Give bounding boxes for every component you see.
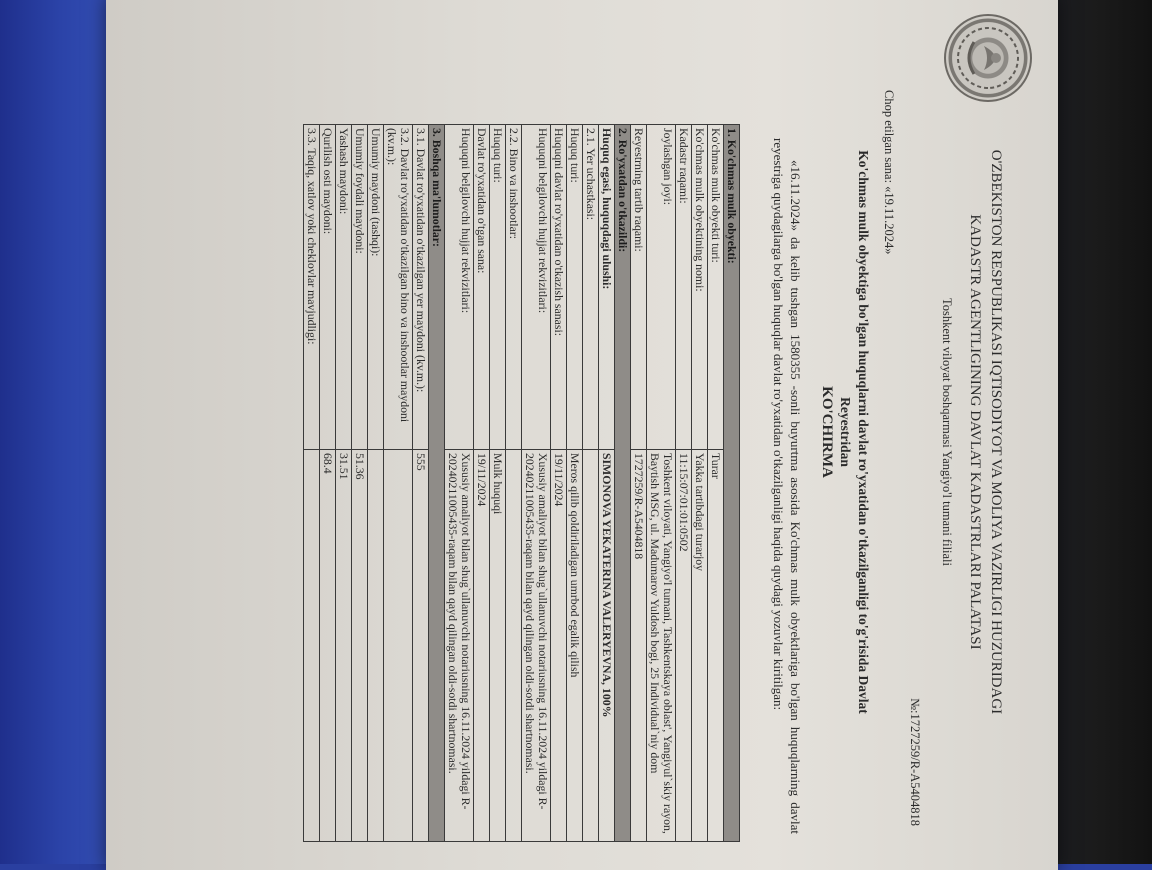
table-row <box>599 125 615 842</box>
field-label: Reyestrning tartib raqami: <box>631 125 647 450</box>
table-row <box>522 125 551 842</box>
header-line-1: O'ZBEKISTON RESPUBLIKASI IQTISODIYOT VA MOLIYA VAZIRLIGI HUZURIDAGI <box>988 149 1004 715</box>
field-label: Kadastr raqami: <box>676 125 692 450</box>
field-value <box>368 450 384 842</box>
title-line-3: KO'CHIRMA <box>819 386 835 478</box>
field-label: Qurilish osti maydoni: <box>320 125 336 450</box>
document-number: №:1727259/R-A5404818 <box>908 698 922 826</box>
section-row-2 <box>615 125 631 842</box>
table-row <box>551 125 567 842</box>
field-value <box>384 450 413 842</box>
field-value: Toshkent viloyati, Yangiyo'l tumani, Tashkentskaya oblast', Yangiyul`skiy rayon, Baytish MSG, ul. Madumarov Yuldosh bogi, 25 Individual`niy dom <box>647 450 676 842</box>
title-line-1: Ko'chmas mulk obyektiga bo'lgan huquqlarni davlat ro'yxatidan o'tkazilganligi to'g'risida Davlat <box>856 150 871 714</box>
section-title: 1. Ko'chmas mulk obyekti: <box>724 125 740 842</box>
field-label: Joylashgan joyi: <box>647 125 676 450</box>
field-label: Huquq egasi, huquqdagi ulushi: <box>599 125 615 450</box>
table-row <box>384 125 413 842</box>
field-value: 51.36 <box>352 450 368 842</box>
title-line-2: Reyestridan <box>838 397 853 467</box>
table-row <box>368 125 384 842</box>
field-label: 2.1. Yer uchastkasi: <box>583 125 599 450</box>
agency-header <box>964 20 1006 844</box>
table-row <box>336 125 352 842</box>
branch-name: Toshkent viloyat boshqarmasi Yangiyo'l tumani filiali <box>940 297 954 567</box>
field-value: 1727259/R-A5404818 <box>631 450 647 842</box>
table-row <box>490 125 506 842</box>
field-value <box>583 450 599 842</box>
field-label: Huquqni belgilovchi hujjat rekvizitlari: <box>445 125 474 450</box>
table-row <box>320 125 336 842</box>
table-row <box>474 125 490 842</box>
field-label: 2.2. Bino va inshootlar: <box>506 125 522 450</box>
field-value: 31.51 <box>336 450 352 842</box>
field-label: 3.2. Davlat ro'yxatidan o'tkazilgan bino va inshootlar maydoni (kv.m.): <box>384 125 413 450</box>
field-value <box>506 450 522 842</box>
field-value: Yakka tartibdagi turarjoy <box>692 450 708 842</box>
table-row <box>692 125 708 842</box>
field-value: 555 <box>413 450 429 842</box>
field-label: Huquq turi: <box>490 125 506 450</box>
section-title: 3. Boshqa ma'lumotlar: <box>429 125 445 842</box>
section-row-1 <box>724 125 740 842</box>
registry-table <box>303 124 740 842</box>
table-row <box>676 125 692 842</box>
field-value: Meros qilib qoldiriladigan umrbod egalik qilish <box>567 450 583 842</box>
table-row <box>708 125 724 842</box>
field-label: Umumiy foydali maydoni: <box>352 125 368 450</box>
field-value: SIMONOVA YEKATERINA VALERYEVNA, 100% <box>599 450 615 842</box>
table-row <box>304 125 320 842</box>
field-label: Huquq turi: <box>567 125 583 450</box>
table-row <box>506 125 522 842</box>
field-label: Umumiy maydoni (tashqi): <box>368 125 384 450</box>
intro-paragraph: «16.11.2024» da kelib tushgan 1580355 -sonli buyurtma asosida Ko'chmas mulk obyektlariga bo'lgan huquqlarning davlat reyestriga quydagilarga bo'lgan huquqlar davlat ro'yxatidan o'tkazilganligi haqida quydagi yozuvlar kiritilgan: <box>771 138 803 834</box>
field-value <box>304 450 320 842</box>
field-value: 68.4 <box>320 450 336 842</box>
table-row <box>647 125 676 842</box>
field-value: Xususiy amaliyot bilan shug`ullanuvchi notariusning 16.11.2024 yildagi R-20240211005435-raqam bilan qayd qilingan oldi-sotdi shartnomasi. <box>445 450 474 842</box>
table-row <box>583 125 599 842</box>
field-label: Ko'chmas mulk obyekti turi: <box>708 125 724 450</box>
field-value: Turar <box>708 450 724 842</box>
field-label: Davlat ro'yxatidan o'tgan sana: <box>474 125 490 450</box>
header-line-2: KADASTR AGENTLIGINING DAVLAT KADASTRLARI PALATASI <box>967 214 983 650</box>
document-title <box>818 20 872 844</box>
table-row <box>352 125 368 842</box>
field-value: 19/11/2024 <box>551 450 567 842</box>
section-row-3 <box>429 125 445 842</box>
field-value: Mulk huquqi <box>490 450 506 842</box>
field-label: 3.3. Taqiq, xatlov yoki cheklovlar mavjudligi: <box>304 125 320 450</box>
section-title: 2. Ro'yxatdan o'tkazildi: <box>615 125 631 842</box>
field-value: 19/11/2024 <box>474 450 490 842</box>
field-value: Xususiy amaliyot bilan shug`ullanuvchi notariusning 16.11.2024 yildagi R-20240211005435-raqam bilan qayd qilingan oldi-sotdi shartnomasi. <box>522 450 551 842</box>
table-row <box>445 125 474 842</box>
table-row <box>567 125 583 842</box>
document-page <box>106 0 1058 870</box>
field-label: Huquqni davlat ro'yxatidan o'tkazish sanasi: <box>551 125 567 450</box>
print-date: Chop etilgan sana: «19.11.2024» <box>882 90 896 255</box>
field-label: Yashash maydoni: <box>336 125 352 450</box>
field-label: 3.1. Davlat ro'yxatidan o'tkazilgan yer maydoni (kv.m.): <box>413 125 429 450</box>
table-row <box>413 125 429 842</box>
field-label: Ko'chmas mulk obyektining nomi: <box>692 125 708 450</box>
table-row <box>631 125 647 842</box>
field-label: Huquqni belgilovchi hujjat rekvizitlari: <box>522 125 551 450</box>
field-value: 11:15:07:01:01:0502 <box>676 450 692 842</box>
